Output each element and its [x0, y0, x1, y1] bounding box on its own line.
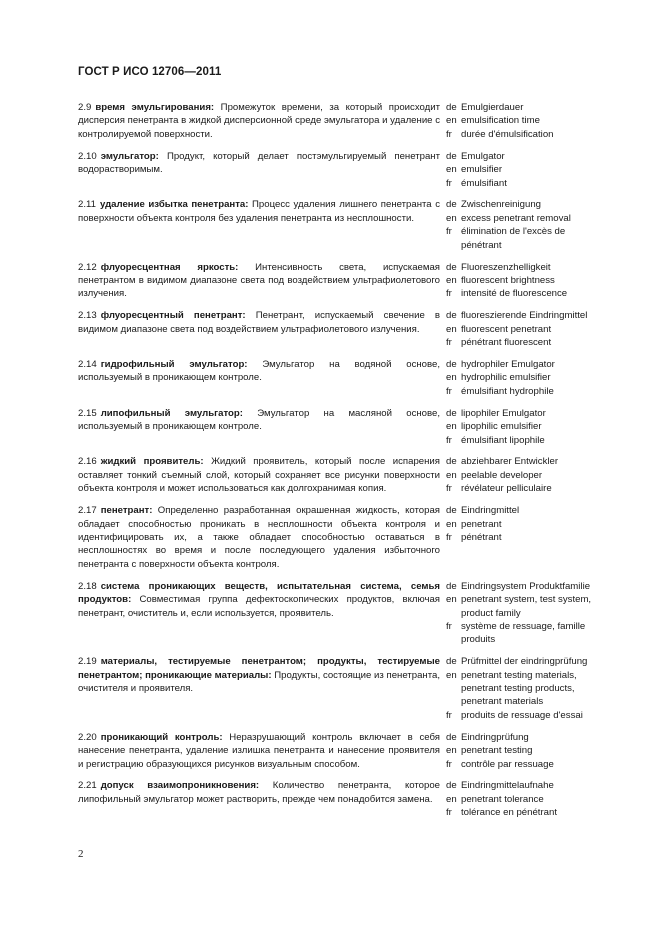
- translation-term: abziehbarer Entwickler: [461, 456, 559, 468]
- language-code: en: [446, 669, 457, 681]
- translation-row: [446, 371, 596, 384]
- language-code: fr: [446, 385, 452, 397]
- translation-term: Emulgierdauer: [461, 102, 524, 113]
- translation-term: durée d'émulsification: [461, 128, 554, 140]
- term-number: 2.13: [78, 310, 97, 322]
- translation-term: pénétrant fluorescent: [461, 337, 552, 349]
- translations: [446, 655, 596, 722]
- translations: [446, 358, 596, 398]
- term-definition-text: Интенсивность света, испускаемая пенетрантом в видимом диапазоне света под воздействием ультрафиолетового излучения.: [78, 261, 440, 300]
- translations: [446, 261, 596, 301]
- language-code: fr: [446, 337, 452, 349]
- translations: [446, 198, 596, 252]
- translation-row: [446, 806, 596, 819]
- term-definition-text: Неразрушающий контроль включает в себя нанесение пенетранта, удаление излишка пенетранта и нанесение проявителя и регистрацию образующихся рисунков визуальным способом.: [78, 731, 440, 770]
- language-code: fr: [446, 531, 452, 543]
- language-code: de: [446, 580, 457, 592]
- translation-row: [446, 128, 596, 141]
- translation-term: hydrophilic emulsifier: [461, 372, 551, 384]
- term-definition-ru: [78, 101, 440, 141]
- translation-term: penetrant: [461, 518, 502, 530]
- translation-row: [446, 323, 596, 336]
- term-number: 2.16: [78, 456, 97, 468]
- language-code: fr: [446, 288, 452, 300]
- term-definition-ru: [78, 198, 440, 252]
- term-name: гидрофильный эмульгатор:: [100, 359, 248, 370]
- translation-row: [446, 531, 596, 544]
- language-code: en: [446, 274, 457, 286]
- translation-row: [446, 518, 596, 531]
- translation-term: produits de ressuage d'essai: [461, 709, 583, 721]
- translation-row: [446, 620, 596, 647]
- language-code: fr: [446, 620, 452, 632]
- translation-term: peelable developer: [461, 469, 543, 481]
- term-name: пенетрант:: [100, 505, 153, 517]
- language-code: en: [446, 594, 457, 606]
- term-number: 2.11: [78, 199, 96, 211]
- term-number: 2.19: [78, 656, 97, 668]
- translation-row: [446, 504, 596, 517]
- language-code: fr: [446, 709, 452, 721]
- term-entry: [78, 261, 598, 301]
- translation-row: [446, 336, 596, 349]
- translation-term: intensité de fluorescence: [461, 288, 568, 300]
- term-definition-ru: [78, 731, 440, 771]
- term-definition-text: Эмульгатор на масляной основе, используемый в проникающем контроле.: [78, 407, 440, 433]
- translations: [446, 731, 596, 771]
- term-entry: [78, 580, 598, 647]
- language-code: de: [446, 199, 457, 211]
- translation-term: contrôle par ressuage: [461, 758, 554, 770]
- term-definition-text: Пенетрант, испускаемый свечение в видимом диапазоне света под воздействием ультрафиолетового излучения.: [78, 310, 440, 335]
- translation-row: [446, 287, 596, 300]
- translation-row: [446, 385, 596, 398]
- language-code: fr: [446, 483, 452, 495]
- language-code: de: [446, 656, 457, 668]
- translation-row: [446, 101, 596, 114]
- translation-term: penetrant testing: [461, 745, 533, 757]
- term-definition-ru: [78, 655, 440, 722]
- translation-term: pénétrant: [461, 531, 502, 543]
- language-code: fr: [446, 128, 452, 140]
- term-definition-ru: [78, 309, 440, 349]
- language-code: de: [446, 407, 457, 419]
- term-name: липофильный эмульгатор:: [100, 407, 243, 419]
- translation-row: [446, 731, 596, 744]
- term-name: удаление избытка пенетранта:: [99, 199, 249, 211]
- translations: [446, 150, 596, 190]
- term-definition-ru: [78, 455, 440, 495]
- term-number: 2.10: [78, 150, 97, 162]
- term-name: флуоресцентная яркость:: [100, 261, 239, 273]
- language-code: de: [446, 780, 457, 792]
- translation-row: [446, 779, 596, 792]
- translation-term: Emulgator: [461, 150, 505, 162]
- term-name: флуоресцентный пенетрант:: [100, 310, 246, 322]
- language-code: fr: [446, 177, 452, 189]
- term-definition-text: Эмульгатор на водяной основе, используемый в проникающем контроле.: [78, 359, 440, 384]
- translation-row: [446, 469, 596, 482]
- term-definition-ru: [78, 358, 440, 398]
- term-entry: [78, 779, 598, 819]
- translation-term: Eindringprüfung: [461, 731, 529, 743]
- translation-term: hydrophiler Emulgator: [461, 359, 555, 370]
- term-definition-text: Процесс удаления лишнего пенетранта с поверхности объекта контроля без удаления пенетранта из несплошности.: [78, 199, 440, 224]
- language-code: en: [446, 372, 457, 384]
- term-definition-ru: [78, 779, 440, 819]
- language-code: en: [446, 164, 457, 176]
- translation-row: [446, 655, 596, 668]
- translation-row: [446, 407, 596, 420]
- translation-term: lipophilic emulsifier: [461, 421, 542, 433]
- translation-row: [446, 434, 596, 447]
- translation-row: [446, 482, 596, 495]
- language-code: de: [446, 456, 457, 468]
- term-entry: [78, 655, 598, 722]
- term-name: эмульгатор:: [100, 150, 159, 162]
- page-number: 2: [78, 848, 84, 860]
- term-number: 2.14: [78, 359, 97, 370]
- language-code: en: [446, 518, 457, 530]
- translation-row: [446, 150, 596, 163]
- translation-row: [446, 669, 596, 709]
- translation-term: emulsification time: [461, 115, 540, 127]
- term-definition-ru: [78, 261, 440, 301]
- language-code: de: [446, 359, 457, 370]
- translation-row: [446, 593, 596, 620]
- translation-term: penetrant testing materials, penetrant testing products, penetrant materials: [461, 669, 577, 708]
- term-definition-text: Жидкий проявитель, который после испарения оставляет тонкий съемный слой, который сохраняет все рисунки поверхности объекта контроля и может использоваться как долгохранимая копия.: [78, 456, 440, 495]
- term-entry: [78, 198, 598, 252]
- translation-term: Eindringmittel: [461, 505, 520, 517]
- language-code: de: [446, 731, 457, 743]
- term-definition-ru: [78, 504, 440, 571]
- translations: [446, 309, 596, 349]
- translation-term: Fluoreszenzhelligkeit: [461, 261, 551, 273]
- translation-term: penetrant system, test system, product family: [461, 594, 592, 619]
- term-name: время эмульгирования:: [95, 102, 215, 113]
- document-header: ГОСТ Р ИСО 12706—2011: [78, 66, 222, 78]
- translation-row: [446, 358, 596, 371]
- term-definition-ru: [78, 150, 440, 190]
- translation-term: fluorescent penetrant: [461, 323, 552, 335]
- translation-term: excess penetrant removal: [461, 212, 571, 224]
- translation-row: [446, 758, 596, 771]
- language-code: en: [446, 323, 457, 335]
- translation-row: [446, 274, 596, 287]
- translations: [446, 779, 596, 819]
- language-code: en: [446, 745, 457, 757]
- language-code: fr: [446, 807, 452, 819]
- translations: [446, 580, 596, 647]
- language-code: de: [446, 102, 457, 113]
- language-code: en: [446, 421, 457, 433]
- term-number: 2.18: [78, 580, 97, 592]
- translation-term: émulsifiant lipophile: [461, 434, 545, 446]
- translation-row: [446, 309, 596, 322]
- term-number: 2.12: [78, 261, 97, 273]
- term-name: проникающий контроль:: [100, 731, 223, 743]
- term-name: жидкий проявитель:: [100, 456, 204, 468]
- translation-row: [446, 455, 596, 468]
- term-entry: [78, 455, 598, 495]
- translations: [446, 101, 596, 141]
- term-entry: [78, 504, 598, 571]
- translation-row: [446, 163, 596, 176]
- translation-row: [446, 198, 596, 211]
- translations: [446, 504, 596, 571]
- translation-term: Eindringmittelaufnahe: [461, 780, 554, 792]
- translation-row: [446, 261, 596, 274]
- language-code: fr: [446, 226, 452, 238]
- term-definition-text: Количество пенетранта, которое липофильный эмульгатор может растворить, прежде чем понадобится замена.: [78, 780, 440, 805]
- term-entry: [78, 407, 598, 447]
- term-definition-ru: [78, 407, 440, 447]
- translations: [446, 407, 596, 447]
- translation-row: [446, 793, 596, 806]
- term-number: 2.17: [78, 505, 97, 517]
- language-code: fr: [446, 434, 452, 446]
- translation-term: penetrant tolerance: [461, 793, 544, 805]
- terms-list: [78, 101, 598, 828]
- language-code: en: [446, 793, 457, 805]
- term-number: 2.21: [78, 780, 97, 792]
- term-number: 2.9: [78, 102, 92, 113]
- term-definition-text: Совместимая группа дефектоскопических продуктов, включая пенетрант, очиститель и, если используется, проявитель.: [78, 594, 441, 619]
- translation-row: [446, 212, 596, 225]
- translation-row: [446, 225, 596, 252]
- term-definition-text: Промежуток времени, за который происходит дисперсия пенетранта в жидкой дисперсионной среде эмульгатора и удаление с контролируемой поверхности.: [78, 102, 440, 140]
- language-code: en: [446, 115, 457, 127]
- term-definition-text: Продукты, состоящие из пенетранта, очистителя и проявителя.: [78, 669, 440, 695]
- translation-term: fluorescent brightness: [461, 274, 555, 286]
- translation-term: élimination de l'excès de pénétrant: [461, 226, 566, 251]
- translation-row: [446, 580, 596, 593]
- translation-row: [446, 709, 596, 722]
- translation-term: Zwischenreinigung: [461, 199, 541, 211]
- term-definition-text: Продукт, который делает постэмульгируемый пенетрант водорастворимым.: [78, 150, 440, 176]
- translation-term: fluoreszierende Eindringmittel: [461, 310, 588, 322]
- term-entry: [78, 101, 598, 141]
- translation-term: émulsifiant hydrophile: [461, 385, 554, 397]
- term-entry: [78, 150, 598, 190]
- language-code: de: [446, 505, 457, 517]
- translations: [446, 455, 596, 495]
- term-name: система проникающих веществ, испытательная система, семья продуктов:: [78, 580, 440, 606]
- translation-row: [446, 744, 596, 757]
- term-entry: [78, 731, 598, 771]
- translation-term: lipophiler Emulgator: [461, 407, 546, 419]
- language-code: en: [446, 469, 457, 481]
- term-name: допуск взаимопроникновения:: [100, 780, 260, 792]
- language-code: de: [446, 150, 457, 162]
- term-name: материалы, тестируемые пенетрантом; продукты, тестируемые пенетрантом; проникающие материалы:: [78, 656, 440, 681]
- translation-term: émulsifiant: [461, 177, 507, 189]
- language-code: de: [446, 310, 457, 322]
- translation-row: [446, 177, 596, 190]
- language-code: en: [446, 212, 457, 224]
- term-entry: [78, 358, 598, 398]
- term-entry: [78, 309, 598, 349]
- term-definition-text: Определенно разработанная окрашенная жидкость, которая обладает способностью проникать в несплошности объекта контроля и идентифицировать их, а также обладает способностью оставаться в несплошностях во время и после последующего удаления избыточного пенетранта с поверхности объекта контроля.: [78, 505, 440, 570]
- translation-term: Eindringsystem Produktfamilie: [461, 580, 591, 592]
- translation-row: [446, 420, 596, 433]
- translation-term: révélateur pelliculaire: [461, 483, 552, 495]
- language-code: de: [446, 261, 457, 273]
- translation-term: système de ressuage, famille produits: [461, 620, 586, 646]
- term-number: 2.20: [78, 731, 97, 743]
- term-definition-ru: [78, 580, 440, 647]
- translation-term: emulsifier: [461, 164, 503, 176]
- term-number: 2.15: [78, 407, 97, 419]
- translation-term: tolérance en pénétrant: [461, 807, 558, 819]
- language-code: fr: [446, 758, 452, 770]
- translation-row: [446, 114, 596, 127]
- translation-term: Prüfmittel der eindringprüfung: [461, 656, 588, 668]
